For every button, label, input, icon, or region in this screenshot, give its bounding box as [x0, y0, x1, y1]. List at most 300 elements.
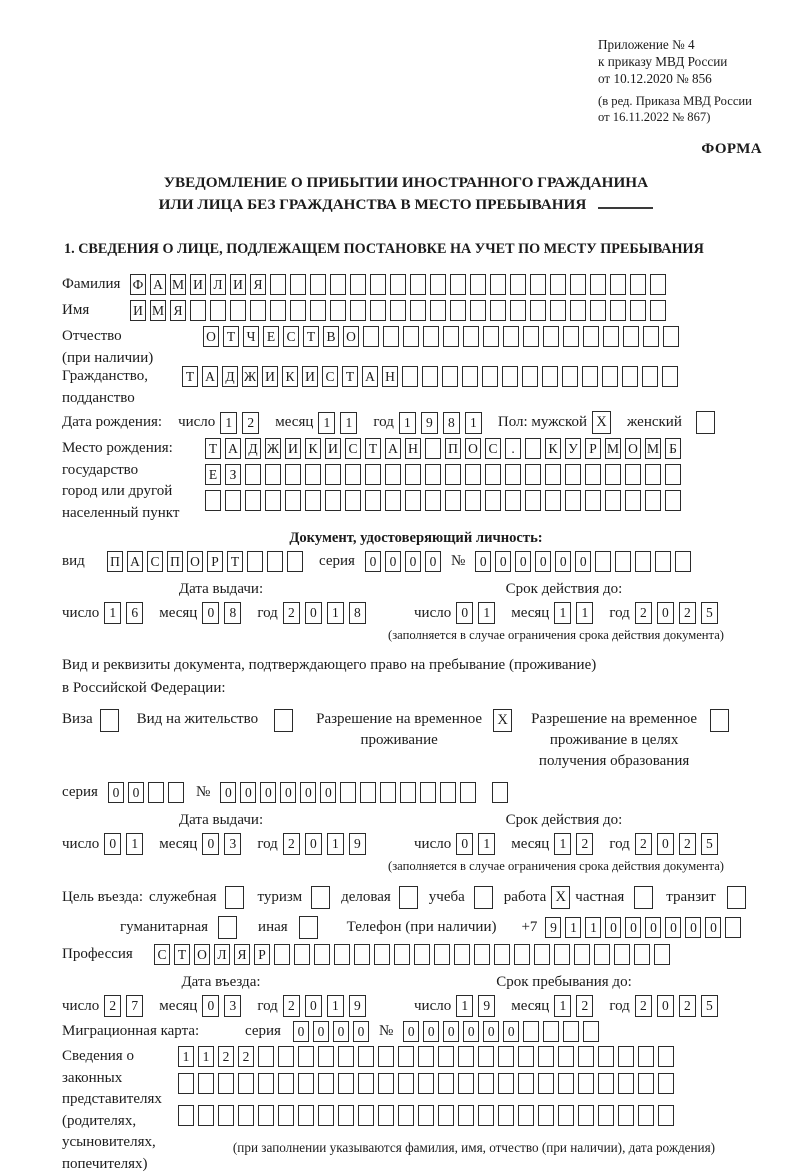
char-cell[interactable] [198, 1105, 214, 1126]
char-cell[interactable]: 1 [554, 833, 571, 855]
char-cell[interactable] [465, 464, 481, 485]
char-cell[interactable] [383, 326, 399, 347]
char-cell[interactable] [645, 464, 661, 485]
char-cell[interactable]: 0 [104, 833, 121, 855]
char-cell[interactable] [410, 300, 426, 321]
char-cell[interactable]: А [225, 438, 241, 459]
char-cell[interactable] [563, 326, 579, 347]
char-cell[interactable]: В [323, 326, 339, 347]
char-cell[interactable]: 2 [635, 995, 652, 1017]
char-cell[interactable] [658, 1073, 674, 1094]
char-cell[interactable] [462, 366, 478, 387]
char-cell[interactable] [290, 274, 306, 295]
char-cell[interactable] [345, 490, 361, 511]
char-cell[interactable] [402, 366, 418, 387]
char-cell[interactable] [505, 490, 521, 511]
char-cell[interactable]: 1 [554, 602, 571, 624]
char-cell[interactable] [354, 944, 370, 965]
char-cell[interactable]: О [465, 438, 481, 459]
char-cell[interactable] [245, 490, 261, 511]
checkbox-temporary-residence[interactable]: X [493, 709, 512, 732]
char-cell[interactable] [363, 326, 379, 347]
char-cell[interactable] [258, 1105, 274, 1126]
char-cell[interactable] [370, 274, 386, 295]
char-cell[interactable] [470, 300, 486, 321]
char-cell[interactable]: О [203, 326, 219, 347]
char-cell[interactable]: А [385, 438, 401, 459]
char-cell[interactable] [267, 551, 283, 572]
char-cell[interactable] [618, 1046, 634, 1067]
char-cell[interactable] [374, 944, 390, 965]
char-cell[interactable] [570, 300, 586, 321]
char-cell[interactable] [238, 1073, 254, 1094]
char-cell[interactable] [430, 300, 446, 321]
char-cell[interactable]: М [645, 438, 661, 459]
char-cell[interactable]: 0 [423, 1021, 439, 1042]
char-cell[interactable] [542, 366, 558, 387]
char-cell[interactable] [598, 1105, 614, 1126]
char-cell[interactable] [247, 551, 263, 572]
char-cell[interactable]: А [202, 366, 218, 387]
char-cell[interactable]: Н [405, 438, 421, 459]
char-cell[interactable] [578, 1046, 594, 1067]
char-cell[interactable] [518, 1105, 534, 1126]
char-cell[interactable]: 1 [478, 602, 495, 624]
char-cell[interactable] [482, 366, 498, 387]
char-cell[interactable]: 0 [483, 1021, 499, 1042]
char-cell[interactable] [400, 782, 416, 803]
char-cell[interactable]: 2 [576, 995, 593, 1017]
char-cell[interactable]: К [282, 366, 298, 387]
char-cell[interactable]: Б [665, 438, 681, 459]
char-cell[interactable] [414, 944, 430, 965]
char-cell[interactable]: 0 [665, 917, 681, 938]
char-cell[interactable]: М [150, 300, 166, 321]
char-cell[interactable] [650, 300, 666, 321]
char-cell[interactable]: 7 [126, 995, 143, 1017]
char-cell[interactable] [418, 1046, 434, 1067]
char-cell[interactable]: 9 [349, 995, 366, 1017]
char-cell[interactable]: 3 [224, 995, 241, 1017]
char-cell[interactable]: 2 [635, 833, 652, 855]
char-cell[interactable]: П [107, 551, 123, 572]
char-cell[interactable] [403, 326, 419, 347]
char-cell[interactable]: Т [227, 551, 243, 572]
char-cell[interactable] [310, 300, 326, 321]
char-cell[interactable]: И [302, 366, 318, 387]
checkbox-residence-permit[interactable] [274, 709, 293, 732]
char-cell[interactable] [390, 300, 406, 321]
char-cell[interactable] [434, 944, 450, 965]
char-cell[interactable] [298, 1105, 314, 1126]
char-cell[interactable] [478, 1073, 494, 1094]
char-cell[interactable] [360, 782, 376, 803]
char-cell[interactable] [658, 1105, 674, 1126]
char-cell[interactable] [675, 551, 691, 572]
char-cell[interactable] [643, 326, 659, 347]
char-cell[interactable]: Я [250, 274, 266, 295]
char-cell[interactable] [305, 490, 321, 511]
char-cell[interactable] [525, 464, 541, 485]
char-cell[interactable]: М [170, 274, 186, 295]
char-cell[interactable]: 2 [679, 995, 696, 1017]
char-cell[interactable] [665, 464, 681, 485]
char-cell[interactable] [265, 490, 281, 511]
char-cell[interactable]: 8 [224, 602, 241, 624]
char-cell[interactable] [445, 464, 461, 485]
char-cell[interactable]: 0 [300, 782, 316, 803]
char-cell[interactable]: Т [174, 944, 190, 965]
char-cell[interactable] [630, 300, 646, 321]
char-cell[interactable] [438, 1105, 454, 1126]
char-cell[interactable] [443, 326, 459, 347]
char-cell[interactable] [483, 326, 499, 347]
char-cell[interactable]: 0 [645, 917, 661, 938]
char-cell[interactable] [418, 1105, 434, 1126]
char-cell[interactable] [350, 300, 366, 321]
char-cell[interactable]: 0 [403, 1021, 419, 1042]
char-cell[interactable] [605, 464, 621, 485]
char-cell[interactable]: 0 [385, 551, 401, 572]
char-cell[interactable] [380, 782, 396, 803]
char-cell[interactable] [398, 1105, 414, 1126]
char-cell[interactable]: 0 [128, 782, 144, 803]
char-cell[interactable] [285, 464, 301, 485]
char-cell[interactable] [594, 944, 610, 965]
char-cell[interactable]: 0 [515, 551, 531, 572]
char-cell[interactable] [523, 326, 539, 347]
char-cell[interactable]: С [485, 438, 501, 459]
char-cell[interactable] [358, 1105, 374, 1126]
char-cell[interactable] [218, 1073, 234, 1094]
char-cell[interactable] [523, 1021, 539, 1042]
char-cell[interactable]: Т [182, 366, 198, 387]
char-cell[interactable]: 1 [478, 833, 495, 855]
char-cell[interactable] [258, 1073, 274, 1094]
char-cell[interactable] [340, 782, 356, 803]
char-cell[interactable] [385, 490, 401, 511]
checkbox-transit[interactable] [727, 886, 746, 909]
char-cell[interactable]: 8 [443, 412, 460, 434]
char-cell[interactable]: 1 [576, 602, 593, 624]
char-cell[interactable] [590, 274, 606, 295]
char-cell[interactable]: 5 [701, 602, 718, 624]
checkbox-official[interactable] [225, 886, 244, 909]
char-cell[interactable] [290, 300, 306, 321]
char-cell[interactable] [418, 1073, 434, 1094]
checkbox-study[interactable] [474, 886, 493, 909]
char-cell[interactable] [285, 490, 301, 511]
char-cell[interactable] [615, 551, 631, 572]
char-cell[interactable] [178, 1073, 194, 1094]
char-cell[interactable]: С [322, 366, 338, 387]
char-cell[interactable]: 0 [202, 995, 219, 1017]
char-cell[interactable]: 1 [178, 1046, 194, 1067]
char-cell[interactable] [603, 326, 619, 347]
char-cell[interactable] [595, 551, 611, 572]
char-cell[interactable]: 1 [126, 833, 143, 855]
checkbox-visa[interactable] [100, 709, 119, 732]
char-cell[interactable] [574, 944, 590, 965]
char-cell[interactable] [663, 326, 679, 347]
char-cell[interactable] [602, 366, 618, 387]
char-cell[interactable]: Л [214, 944, 230, 965]
char-cell[interactable]: И [130, 300, 146, 321]
char-cell[interactable] [287, 551, 303, 572]
char-cell[interactable]: 0 [240, 782, 256, 803]
char-cell[interactable]: 0 [108, 782, 124, 803]
char-cell[interactable]: Т [205, 438, 221, 459]
char-cell[interactable]: 1 [554, 995, 571, 1017]
char-cell[interactable]: 2 [218, 1046, 234, 1067]
checkbox-male[interactable]: X [592, 411, 611, 434]
char-cell[interactable] [460, 782, 476, 803]
char-cell[interactable]: Ч [243, 326, 259, 347]
char-cell[interactable] [545, 490, 561, 511]
char-cell[interactable]: С [345, 438, 361, 459]
char-cell[interactable]: 1 [465, 412, 482, 434]
checkbox-tourism[interactable] [311, 886, 330, 909]
char-cell[interactable] [338, 1073, 354, 1094]
char-cell[interactable] [294, 944, 310, 965]
char-cell[interactable] [250, 300, 266, 321]
char-cell[interactable] [440, 782, 456, 803]
char-cell[interactable] [518, 1073, 534, 1094]
char-cell[interactable]: 0 [353, 1021, 369, 1042]
char-cell[interactable]: 2 [679, 602, 696, 624]
char-cell[interactable] [210, 300, 226, 321]
char-cell[interactable]: 2 [238, 1046, 254, 1067]
char-cell[interactable] [598, 1073, 614, 1094]
char-cell[interactable]: 0 [503, 1021, 519, 1042]
char-cell[interactable] [582, 366, 598, 387]
char-cell[interactable] [385, 464, 401, 485]
char-cell[interactable] [558, 1105, 574, 1126]
char-cell[interactable] [585, 464, 601, 485]
char-cell[interactable] [378, 1073, 394, 1094]
char-cell[interactable]: 0 [605, 917, 621, 938]
char-cell[interactable] [642, 366, 658, 387]
char-cell[interactable] [265, 464, 281, 485]
char-cell[interactable]: И [190, 274, 206, 295]
char-cell[interactable] [583, 326, 599, 347]
char-cell[interactable]: 1 [318, 412, 335, 434]
char-cell[interactable]: 2 [679, 833, 696, 855]
char-cell[interactable] [390, 274, 406, 295]
char-cell[interactable] [655, 551, 671, 572]
char-cell[interactable] [510, 274, 526, 295]
char-cell[interactable]: 0 [313, 1021, 329, 1042]
char-cell[interactable]: 1 [585, 917, 601, 938]
char-cell[interactable] [318, 1073, 334, 1094]
char-cell[interactable]: 0 [625, 917, 641, 938]
char-cell[interactable]: 1 [327, 833, 344, 855]
char-cell[interactable] [230, 300, 246, 321]
char-cell[interactable]: 0 [685, 917, 701, 938]
char-cell[interactable] [245, 464, 261, 485]
char-cell[interactable] [538, 1105, 554, 1126]
char-cell[interactable] [498, 1105, 514, 1126]
char-cell[interactable] [330, 274, 346, 295]
char-cell[interactable] [562, 366, 578, 387]
char-cell[interactable] [274, 944, 290, 965]
char-cell[interactable]: 0 [260, 782, 276, 803]
char-cell[interactable] [478, 1105, 494, 1126]
char-cell[interactable] [565, 464, 581, 485]
char-cell[interactable] [530, 300, 546, 321]
checkbox-work[interactable]: X [551, 886, 570, 909]
char-cell[interactable]: 9 [349, 833, 366, 855]
char-cell[interactable]: 0 [280, 782, 296, 803]
char-cell[interactable] [665, 490, 681, 511]
char-cell[interactable]: О [187, 551, 203, 572]
char-cell[interactable] [425, 464, 441, 485]
char-cell[interactable] [310, 274, 326, 295]
char-cell[interactable]: 0 [463, 1021, 479, 1042]
char-cell[interactable] [485, 490, 501, 511]
checkbox-education-residence[interactable] [710, 709, 729, 732]
char-cell[interactable] [474, 944, 490, 965]
char-cell[interactable] [478, 1046, 494, 1067]
char-cell[interactable] [430, 274, 446, 295]
char-cell[interactable]: Д [222, 366, 238, 387]
char-cell[interactable]: Ф [130, 274, 146, 295]
char-cell[interactable]: 0 [305, 995, 322, 1017]
char-cell[interactable] [498, 1046, 514, 1067]
char-cell[interactable] [635, 551, 651, 572]
char-cell[interactable] [314, 944, 330, 965]
char-cell[interactable]: 2 [104, 995, 121, 1017]
char-cell[interactable] [198, 1073, 214, 1094]
char-cell[interactable]: 0 [456, 833, 473, 855]
char-cell[interactable]: 2 [283, 995, 300, 1017]
char-cell[interactable]: Д [245, 438, 261, 459]
char-cell[interactable]: 9 [545, 917, 561, 938]
char-cell[interactable]: 0 [202, 833, 219, 855]
char-cell[interactable]: Т [365, 438, 381, 459]
char-cell[interactable] [168, 782, 184, 803]
char-cell[interactable]: Р [585, 438, 601, 459]
char-cell[interactable] [638, 1073, 654, 1094]
char-cell[interactable] [270, 300, 286, 321]
char-cell[interactable]: 0 [456, 602, 473, 624]
char-cell[interactable] [625, 490, 641, 511]
char-cell[interactable]: 1 [220, 412, 237, 434]
char-cell[interactable]: 0 [705, 917, 721, 938]
char-cell[interactable] [662, 366, 678, 387]
char-cell[interactable] [358, 1073, 374, 1094]
char-cell[interactable]: Ж [265, 438, 281, 459]
char-cell[interactable] [463, 326, 479, 347]
char-cell[interactable] [442, 366, 458, 387]
char-cell[interactable] [554, 944, 570, 965]
char-cell[interactable]: 0 [575, 551, 591, 572]
char-cell[interactable] [325, 490, 341, 511]
char-cell[interactable] [365, 490, 381, 511]
char-cell[interactable]: 3 [224, 833, 241, 855]
char-cell[interactable] [550, 274, 566, 295]
char-cell[interactable] [305, 464, 321, 485]
char-cell[interactable]: 0 [365, 551, 381, 572]
char-cell[interactable] [538, 1046, 554, 1067]
char-cell[interactable] [610, 300, 626, 321]
char-cell[interactable]: Т [342, 366, 358, 387]
char-cell[interactable] [398, 1046, 414, 1067]
char-cell[interactable] [623, 326, 639, 347]
char-cell[interactable] [334, 944, 350, 965]
char-cell[interactable]: Е [263, 326, 279, 347]
char-cell[interactable] [450, 274, 466, 295]
checkbox-female[interactable] [696, 411, 715, 434]
char-cell[interactable]: Р [254, 944, 270, 965]
char-cell[interactable]: О [343, 326, 359, 347]
char-cell[interactable] [438, 1073, 454, 1094]
char-cell[interactable] [278, 1046, 294, 1067]
char-cell[interactable]: С [154, 944, 170, 965]
char-cell[interactable] [225, 490, 241, 511]
char-cell[interactable]: 0 [475, 551, 491, 572]
char-cell[interactable]: М [605, 438, 621, 459]
char-cell[interactable]: 1 [104, 602, 121, 624]
char-cell[interactable]: 0 [535, 551, 551, 572]
char-cell[interactable] [522, 366, 538, 387]
char-cell[interactable] [570, 274, 586, 295]
char-cell[interactable]: П [445, 438, 461, 459]
char-cell[interactable] [494, 944, 510, 965]
char-cell[interactable] [465, 490, 481, 511]
char-cell[interactable]: Ж [242, 366, 258, 387]
char-cell[interactable]: 5 [701, 995, 718, 1017]
char-cell[interactable] [458, 1046, 474, 1067]
char-cell[interactable] [538, 1073, 554, 1094]
char-cell[interactable] [345, 464, 361, 485]
char-cell[interactable]: 2 [283, 833, 300, 855]
char-cell[interactable] [518, 1046, 534, 1067]
char-cell[interactable]: 2 [635, 602, 652, 624]
char-cell[interactable] [492, 782, 508, 803]
char-cell[interactable]: 0 [657, 833, 674, 855]
char-cell[interactable] [725, 917, 741, 938]
char-cell[interactable] [358, 1046, 374, 1067]
char-cell[interactable] [618, 1105, 634, 1126]
char-cell[interactable]: 0 [443, 1021, 459, 1042]
char-cell[interactable] [410, 274, 426, 295]
char-cell[interactable] [365, 464, 381, 485]
char-cell[interactable]: 0 [657, 995, 674, 1017]
char-cell[interactable]: 0 [293, 1021, 309, 1042]
char-cell[interactable]: О [625, 438, 641, 459]
char-cell[interactable]: 1 [198, 1046, 214, 1067]
char-cell[interactable] [585, 490, 601, 511]
char-cell[interactable] [525, 438, 541, 459]
char-cell[interactable]: 1 [565, 917, 581, 938]
char-cell[interactable] [654, 944, 670, 965]
char-cell[interactable] [590, 300, 606, 321]
char-cell[interactable]: 2 [242, 412, 259, 434]
char-cell[interactable]: Р [207, 551, 223, 572]
char-cell[interactable]: К [545, 438, 561, 459]
char-cell[interactable] [578, 1073, 594, 1094]
char-cell[interactable] [534, 944, 550, 965]
char-cell[interactable] [278, 1105, 294, 1126]
char-cell[interactable] [514, 944, 530, 965]
char-cell[interactable]: 1 [456, 995, 473, 1017]
char-cell[interactable]: 1 [340, 412, 357, 434]
char-cell[interactable] [278, 1073, 294, 1094]
char-cell[interactable] [503, 326, 519, 347]
char-cell[interactable]: И [325, 438, 341, 459]
char-cell[interactable] [502, 366, 518, 387]
